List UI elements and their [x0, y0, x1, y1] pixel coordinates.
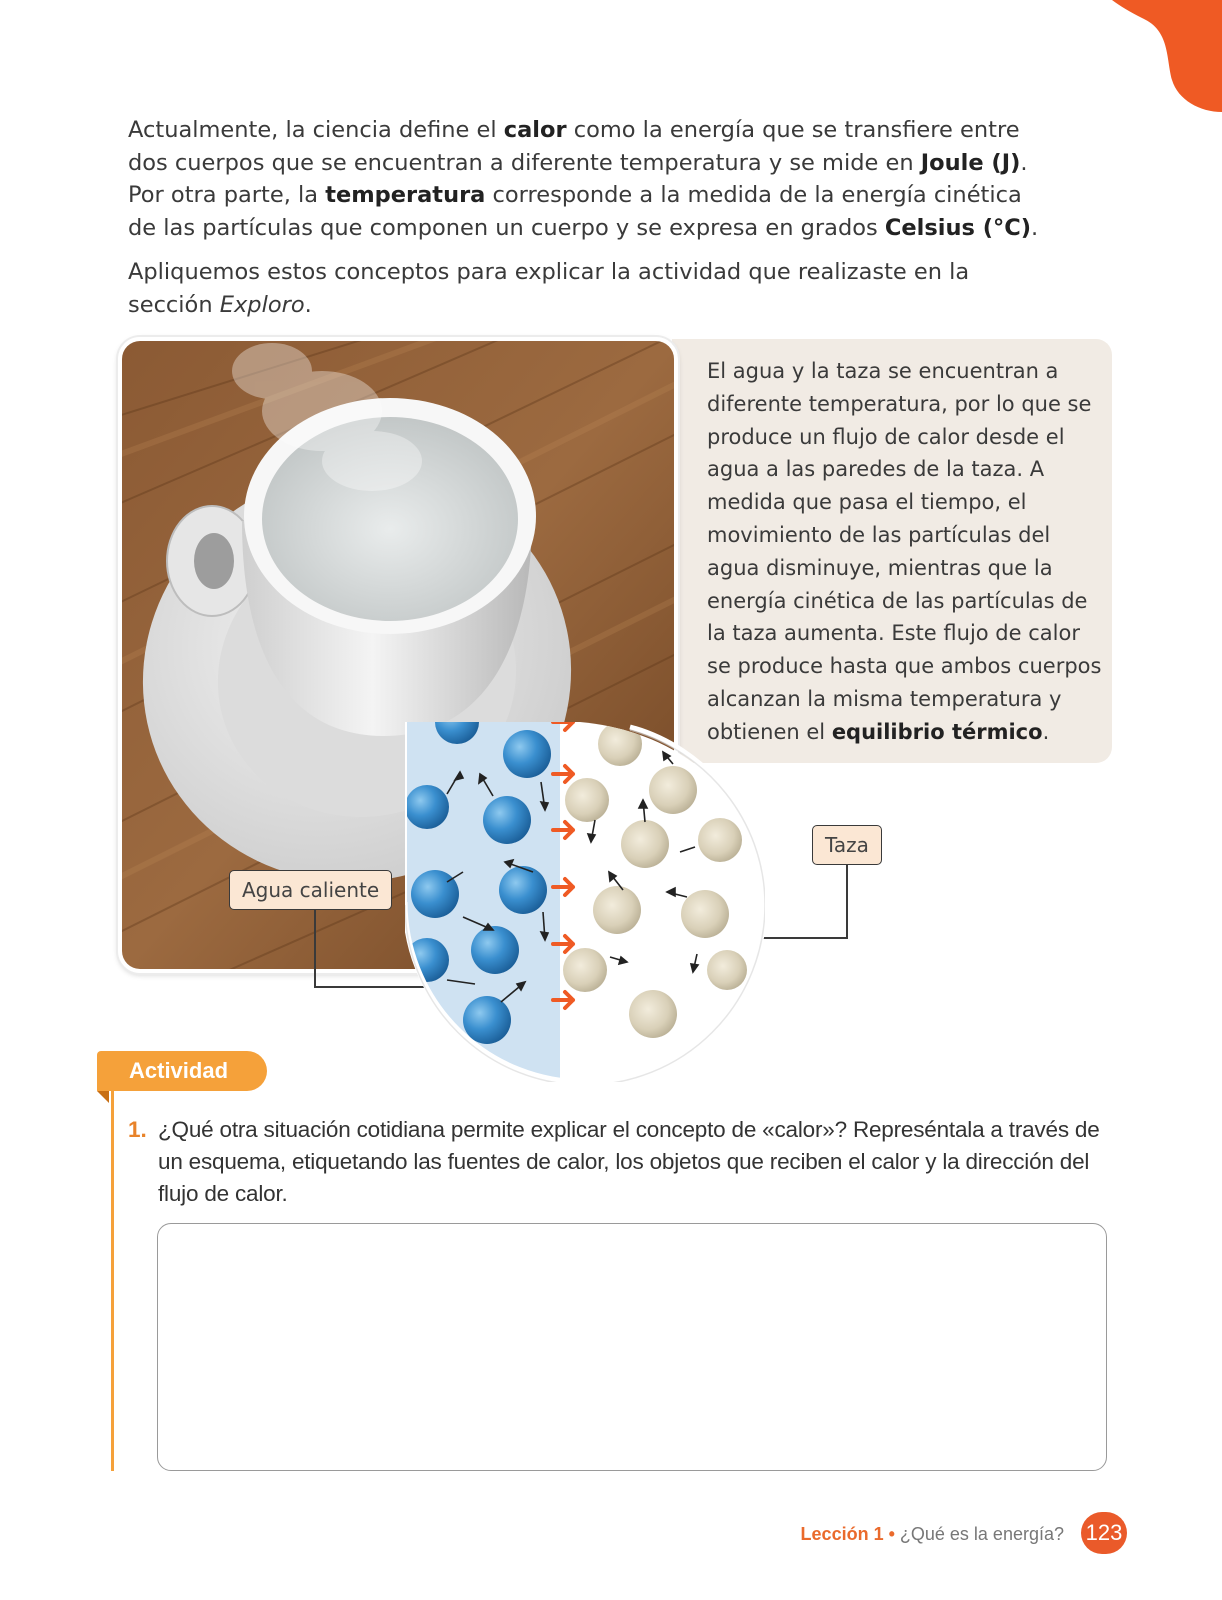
term-equilibrio: equilibrio térmico: [831, 719, 1043, 744]
page-number: 123: [1081, 1512, 1127, 1554]
activity-margin-line: [111, 1091, 114, 1471]
label-taza: Taza: [812, 825, 882, 865]
term-calor: calor: [503, 117, 567, 143]
answer-box[interactable]: [157, 1223, 1107, 1471]
term-temperatura: temperatura: [325, 182, 486, 208]
info-text: El agua y la taza se encuentran a diferente temperatura, por lo que se produce un flujo de calor desde el agua a las paredes de la taza. A medida que pasa el tiempo, el movimiento de las partículas del agua disminuye, mientras que la energía cinética de las partículas de la taza aumenta. Este flujo de calor se produce hasta que ambos cuerpos alcanzan la misma temperatura y obtienen el equilibrio térmico.: [707, 359, 1102, 744]
particle-zoom-diagram: [405, 722, 765, 1082]
intro-paragraph-1: Actualmente, la ciencia define el calor como la energía que se transfiere entre dos cuerpos que se encuentran a diferente temperatura y se mide en Joule (J). Por otra parte, la temperatura corresponde a la medida de la energía cinética de las partículas que componen un cuerpo y se expresa en grados Celsius (°C).: [128, 117, 1039, 241]
footer-title: ¿Qué es la energía?: [899, 1524, 1064, 1544]
corner-decoration: [1112, 0, 1222, 115]
footer-lesson: Lección 1: [800, 1524, 884, 1544]
page-footer: [801, 1521, 1064, 1547]
footer-separator: •: [883, 1524, 900, 1544]
intro-paragraph-2: Apliquemos estos conceptos para explicar la actividad que realizaste en la sección Exploro.: [128, 259, 970, 318]
intro-text: [128, 114, 1048, 333]
activity-tab: Actividad: [97, 1051, 267, 1091]
term-exploro: Exploro: [219, 291, 305, 318]
question-number: 1.: [128, 1117, 147, 1142]
term-joule: Joule (J): [920, 149, 1021, 176]
term-celsius: Celsius (°C): [884, 214, 1032, 241]
label-agua-caliente: Agua caliente: [229, 870, 392, 910]
question-text: ¿Qué otra situación cotidiana permite explicar el concepto de «calor»? Represéntala a través de un esquema, etiquetando las fuentes de calor, los objetos que reciben el calor y la dirección del flujo de calor.: [158, 1117, 1100, 1206]
activity-tab-fold: [97, 1091, 109, 1103]
